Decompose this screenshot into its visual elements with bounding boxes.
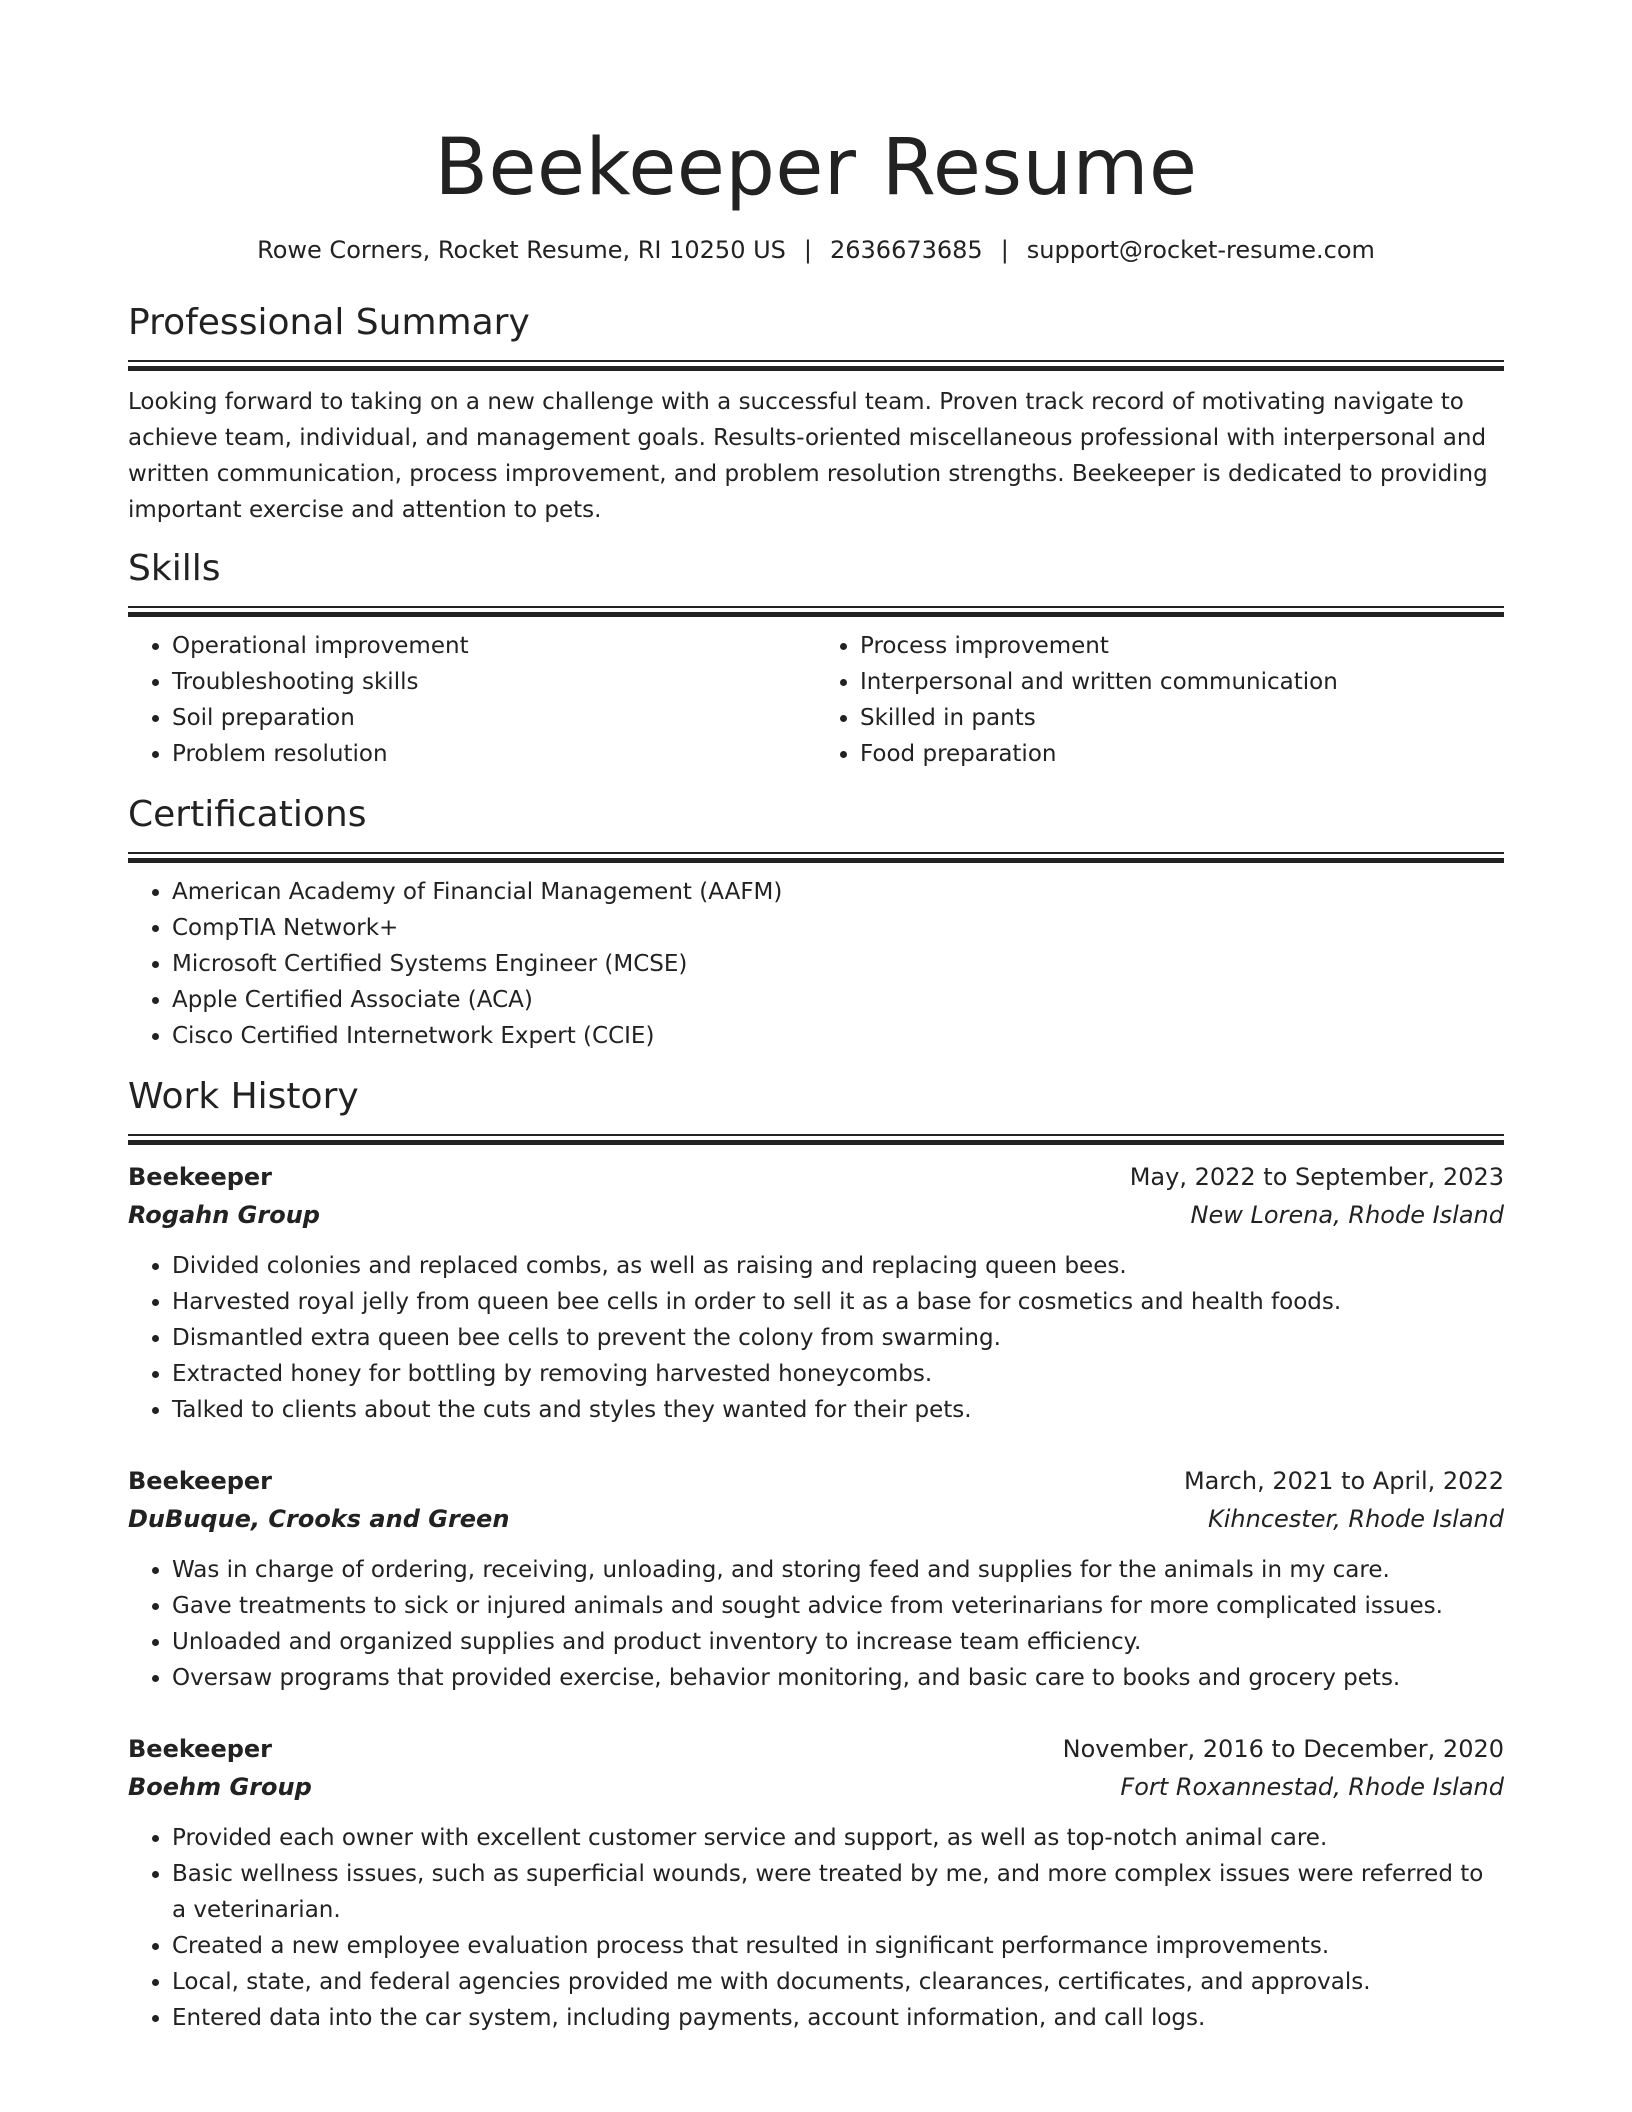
section-divider <box>128 852 1504 862</box>
job-title: Beekeeper <box>128 1467 273 1495</box>
section-divider <box>128 1134 1504 1144</box>
job-entry <box>128 1730 1504 2036</box>
job-company-row <box>128 1196 1504 1234</box>
skill-item: • Soil preparation <box>172 700 816 736</box>
job-duty: • Local, state, and federal agencies provided me with documents, clearances, certificates, and approvals. <box>172 1964 1504 2000</box>
section-divider <box>128 360 1504 370</box>
job-duty: • Oversaw programs that provided exercise, behavior monitoring, and basic care to books and grocery pets. <box>172 1660 1504 1696</box>
job-duty: • Provided each owner with excellent customer service and support, as well as top-notch animal care. <box>172 1820 1504 1856</box>
certifications-section <box>128 792 1504 1054</box>
job-dates: May, 2022 to September, 2023 <box>1129 1163 1504 1191</box>
job-duty: • Dismantled extra queen bee cells to prevent the colony from swarming. <box>172 1320 1504 1356</box>
job-location: Kihncester, Rhode Island <box>1208 1505 1504 1533</box>
certification-item: • Apple Certified Associate (ACA) <box>172 982 1504 1018</box>
certifications-list <box>128 874 1504 1054</box>
job-duties-list <box>128 1552 1504 1696</box>
skill-item: • Food preparation <box>860 736 1504 772</box>
contact-separator: | <box>1000 236 1009 264</box>
job-duty: • Entered data into the car system, including payments, account information, and call logs. <box>172 2000 1504 2036</box>
job-company: Boehm Group <box>128 1773 312 1801</box>
contact-address: Rowe Corners, Rocket Resume, RI 10250 US <box>257 236 786 264</box>
job-duty: • Extracted honey for bottling by removing harvested honeycombs. <box>172 1356 1504 1392</box>
section-divider <box>128 606 1504 616</box>
certification-item: • American Academy of Financial Management (AAFM) <box>172 874 1504 910</box>
job-location: New Lorena, Rhode Island <box>1190 1201 1504 1229</box>
job-location: Fort Roxannestad, Rhode Island <box>1120 1773 1504 1801</box>
summary-section <box>128 300 1504 528</box>
job-duty: • Created a new employee evaluation process that resulted in significant performance improvements. <box>172 1928 1504 1964</box>
contact-email[interactable]: support@rocket-resume.com <box>1026 236 1375 264</box>
certification-item: • Microsoft Certified Systems Engineer (MCSE) <box>172 946 1504 982</box>
job-duties-list <box>128 1820 1504 2036</box>
job-duty: • Talked to clients about the cuts and styles they wanted for their pets. <box>172 1392 1504 1428</box>
job-dates: November, 2016 to December, 2020 <box>1062 1735 1504 1763</box>
skill-item: • Problem resolution <box>172 736 816 772</box>
skills-list-left <box>128 628 816 772</box>
resume-title: Beekeeper Resume <box>434 123 1198 213</box>
job-entry <box>128 1158 1504 1428</box>
job-duties-list <box>128 1248 1504 1428</box>
job-company-row <box>128 1500 1504 1538</box>
job-company: Rogahn Group <box>128 1201 320 1229</box>
certifications-heading: Certifications <box>128 794 367 835</box>
contact-separator: | <box>803 236 812 264</box>
job-duty: • Divided colonies and replaced combs, as well as raising and replacing queen bees. <box>172 1248 1504 1284</box>
job-duty: • Basic wellness issues, such as superficial wounds, were treated by me, and more complex issues were referred to a veterinarian. <box>172 1856 1504 1928</box>
summary-text: Looking forward to taking on a new challenge with a successful team. Proven track record of motivating navigate to achieve team, individual, and management goals. Results-oriented miscellaneous professional with interpersonal and written communication, process improvement, and problem resolution strengths. Beekeeper is dedicated to providing important exercise and attention to pets. <box>128 389 1488 523</box>
skills-grid <box>128 628 1504 772</box>
certification-item: • Cisco Certified Internetwork Expert (CCIE) <box>172 1018 1504 1054</box>
skills-section <box>128 546 1504 772</box>
skill-item: • Operational improvement <box>172 628 816 664</box>
job-duty: • Unloaded and organized supplies and product inventory to increase team efficiency. <box>172 1624 1504 1660</box>
skill-item: • Skilled in pants <box>860 700 1504 736</box>
skills-heading: Skills <box>128 548 221 589</box>
work-history-section <box>128 1074 1504 2036</box>
job-header-row <box>128 1730 1504 1768</box>
summary-heading: Professional Summary <box>128 302 530 343</box>
work-history-heading: Work History <box>128 1076 359 1117</box>
skill-item: • Interpersonal and written communication <box>860 664 1504 700</box>
job-company: DuBuque, Crooks and Green <box>128 1505 510 1533</box>
job-duty: • Was in charge of ordering, receiving, unloading, and storing feed and supplies for the animals in my care. <box>172 1552 1504 1588</box>
skills-list-right <box>816 628 1504 772</box>
contact-line <box>128 234 1504 266</box>
job-title: Beekeeper <box>128 1163 273 1191</box>
skill-item: • Troubleshooting skills <box>172 664 816 700</box>
job-header-row <box>128 1462 1504 1500</box>
job-header-row <box>128 1158 1504 1196</box>
job-duty: • Gave treatments to sick or injured animals and sought advice from veterinarians for more complicated issues. <box>172 1588 1504 1624</box>
job-company-row <box>128 1768 1504 1806</box>
skill-item: • Process improvement <box>860 628 1504 664</box>
job-title: Beekeeper <box>128 1735 273 1763</box>
certification-item: • CompTIA Network+ <box>172 910 1504 946</box>
contact-phone: 2636673685 <box>829 236 983 264</box>
job-dates: March, 2021 to April, 2022 <box>1183 1467 1504 1495</box>
job-entry <box>128 1462 1504 1696</box>
job-duty: • Harvested royal jelly from queen bee cells in order to sell it as a base for cosmetics and health foods. <box>172 1284 1504 1320</box>
